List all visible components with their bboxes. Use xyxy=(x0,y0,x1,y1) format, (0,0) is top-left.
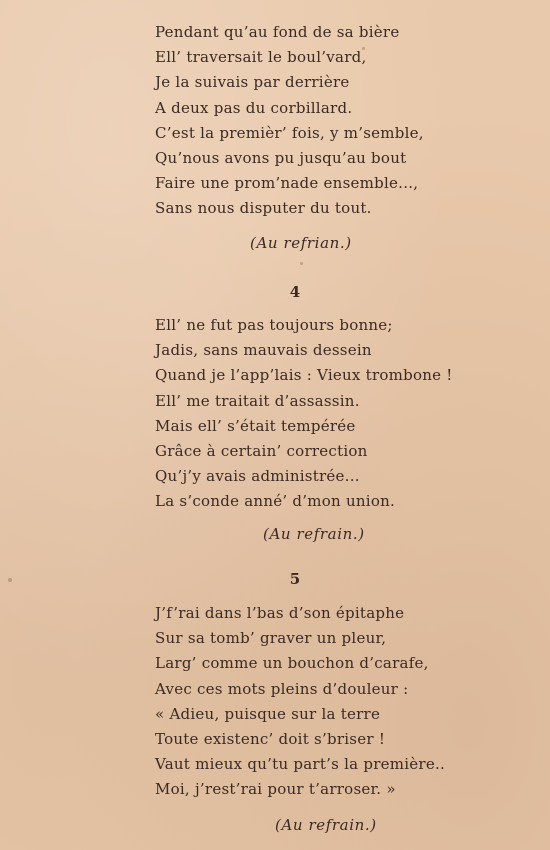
refrain-marker: (Au refrain.) xyxy=(275,816,377,834)
stanza-5 xyxy=(155,601,475,803)
verse-line: Mais ell’ s’était tempérée xyxy=(155,416,356,435)
verse-line: A deux pas du corbillard. xyxy=(155,98,353,117)
verse-line: Larg’ comme un bouchon d’carafe, xyxy=(155,654,429,673)
verse-line: Qu’nous avons pu jusqu’au bout xyxy=(155,149,407,168)
paper-spot xyxy=(8,578,12,582)
verse-line: La s’conde anné’ d’mon union. xyxy=(155,492,396,511)
verse-line: J’f’rai dans l’bas d’son épitaphe xyxy=(155,604,405,622)
verse-line: Sans nous disputer du tout. xyxy=(155,199,372,218)
verse-line: C’est la premièr’ fois, y m’semble, xyxy=(155,123,424,142)
verse-line: Ell’ ne fut pas toujours bonne; xyxy=(155,316,393,334)
verse-line: Vaut mieux qu’tu part’s la première.. xyxy=(155,755,445,774)
verse-line: Ell’ traversait le boul’vard, xyxy=(155,48,367,67)
stanza-number: 5 xyxy=(289,570,301,588)
verse-line: Jadis, sans mauvais dessein xyxy=(155,341,372,360)
paper-spot xyxy=(300,262,303,265)
stanza-3 xyxy=(155,20,475,222)
verse-line: Pendant qu’au fond de sa bière xyxy=(155,23,400,41)
verse-line: Quand je l’app’lais : Vieux trombone ! xyxy=(155,366,453,385)
verse-line: Faire une prom’nade ensemble..., xyxy=(155,174,419,193)
verse-line: « Adieu, puisque sur la terre xyxy=(155,704,381,723)
refrain-marker: (Au refrain.) xyxy=(263,525,365,543)
verse-line: Je la suivais par derrière xyxy=(155,73,350,92)
stanza-number: 4 xyxy=(289,283,301,301)
verse-line: Grâce à certain’ correction xyxy=(155,442,368,461)
refrain-marker: (Au refrian.) xyxy=(250,234,352,252)
verse-line: Sur sa tomb’ graver un pleur, xyxy=(155,629,387,648)
verse-line: Ell’ me traitait d’assassin. xyxy=(155,391,360,410)
stanza-4 xyxy=(155,313,475,515)
verse-line: Qu’j’y avais administrée... xyxy=(155,467,360,486)
verse-line: Toute existenc’ doit s’briser ! xyxy=(155,730,386,749)
verse-line: Avec ces mots pleins d’douleur : xyxy=(155,679,409,698)
verse-line: Moi, j’rest’rai pour t’arroser. » xyxy=(155,780,396,799)
